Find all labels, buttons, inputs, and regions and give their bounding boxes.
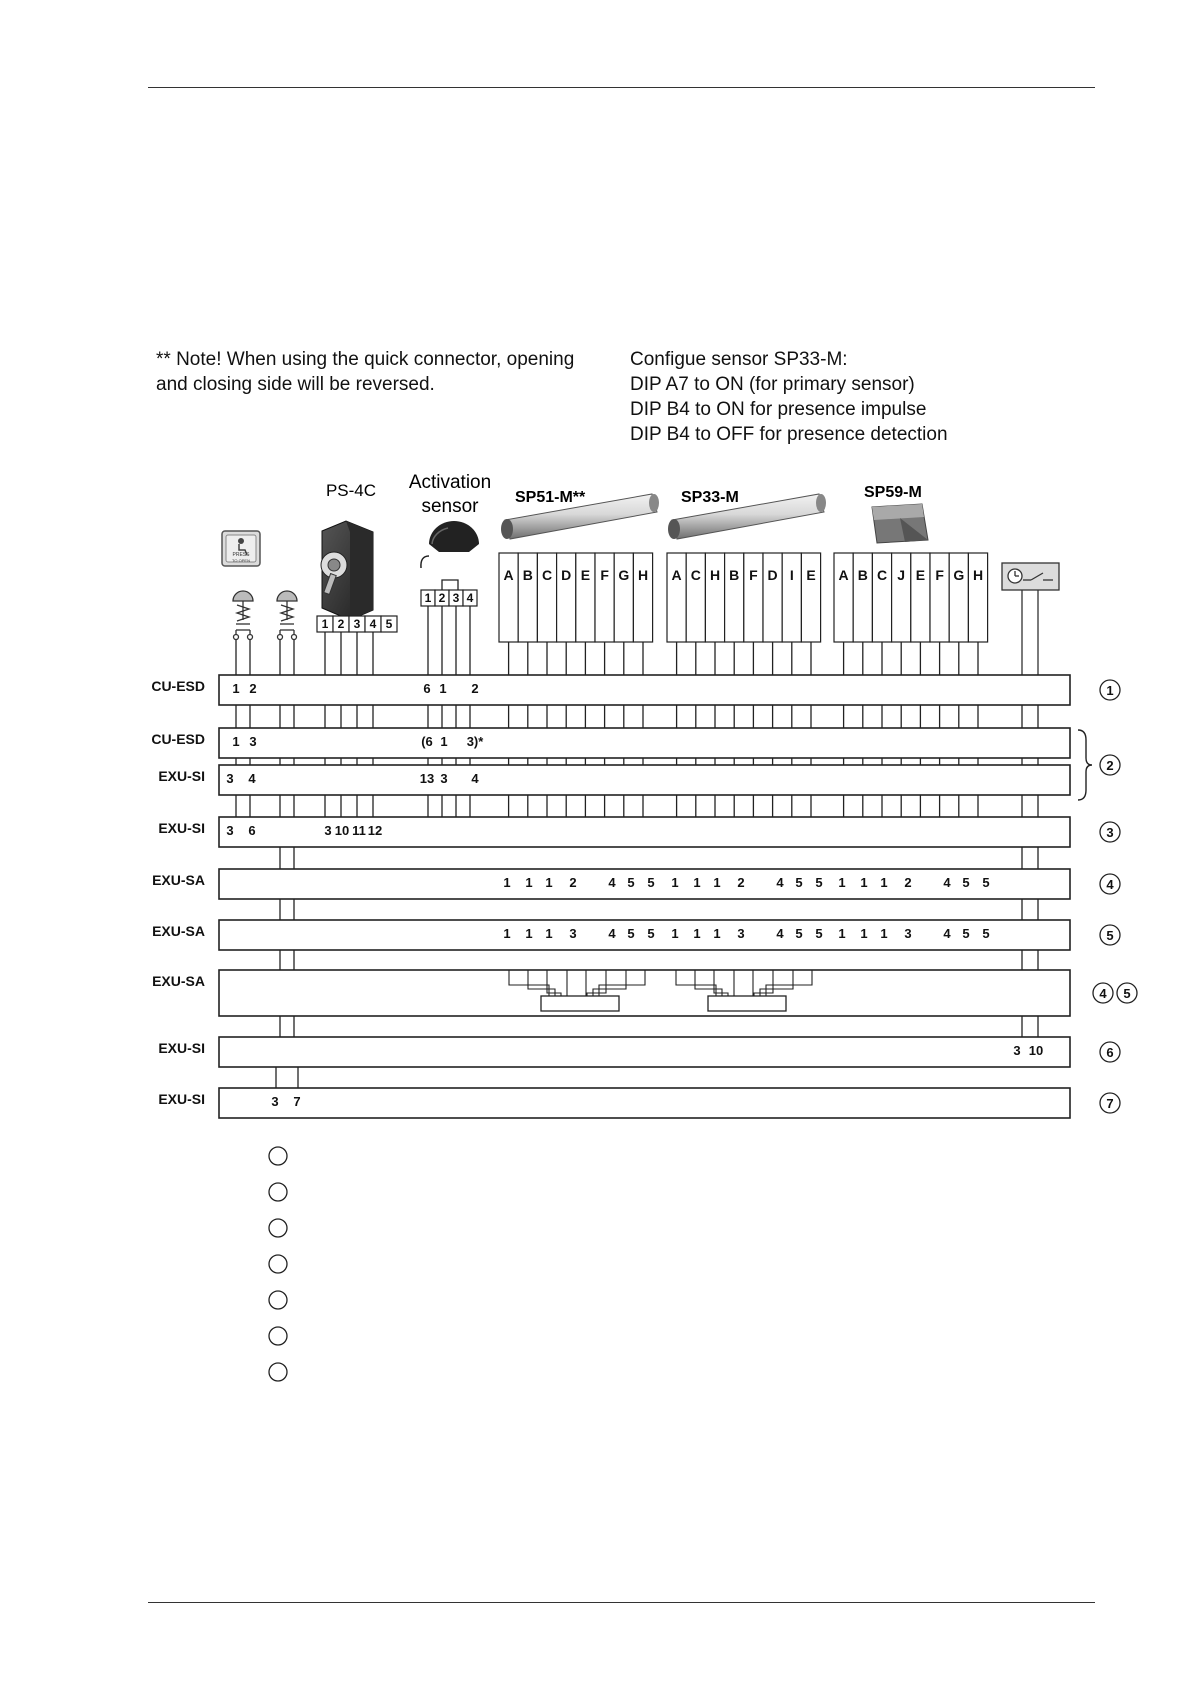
terminal-number: 1 (838, 926, 846, 941)
sp59-terminal-label: C (876, 567, 888, 583)
terminal-number: 11 (352, 823, 366, 838)
terminal-number: 1 (713, 926, 721, 941)
terminal-number: 3 (737, 926, 745, 941)
sp51-terminal-label: A (503, 567, 514, 583)
unit-label: CU-ESD (151, 678, 205, 694)
unit-label: EXU-SI (158, 768, 205, 784)
sp59-terminal-label: E (915, 567, 926, 583)
terminal-number: 1 (440, 734, 448, 749)
sp33-terminal-label: I (789, 567, 794, 583)
terminal-number: 3 (324, 823, 332, 838)
terminal-number: 4 (608, 875, 616, 890)
sp59-terminal-label: B (857, 567, 868, 583)
sp33-terminal-label: H (709, 567, 721, 583)
sp51-terminal-label: H (637, 567, 649, 583)
terminal-number: 13 (419, 771, 435, 786)
terminal-number: 2 (471, 681, 479, 696)
sp33-terminal-label: C (690, 567, 701, 583)
terminal-number: 4 (943, 875, 951, 890)
row-callout-number: 1 (1106, 683, 1114, 698)
note-line: ** Note! When using the quick connector, opening (156, 349, 575, 370)
unit-label: EXU-SA (152, 923, 205, 939)
legend-circle (269, 1183, 287, 1201)
terminal-number: 1 (545, 875, 553, 890)
terminal-number: 1 (880, 875, 888, 890)
quick-connector (708, 996, 786, 1011)
legend-circle (269, 1363, 287, 1381)
terminal-number: 2 (904, 875, 912, 890)
unit-label: EXU-SI (158, 1040, 205, 1056)
unit-row (219, 1037, 1070, 1067)
terminal-number: 3 (249, 734, 257, 749)
sp33-title: SP33-M (681, 489, 739, 506)
terminal-number: 4 (608, 926, 616, 941)
terminal-number: 3 (569, 926, 577, 941)
terminal-number: 5 (627, 926, 635, 941)
sp59-sensor-device (872, 504, 928, 543)
activation-title: sensor (421, 496, 479, 517)
terminal-number: 6 (248, 823, 256, 838)
sp51-terminal-label: D (561, 567, 572, 583)
unit-label: EXU-SA (152, 973, 205, 989)
terminal-number: 4 (776, 875, 784, 890)
terminal-number: 3 (226, 771, 234, 786)
terminal-number: 4 (471, 771, 479, 786)
activation-title: Activation (408, 472, 492, 493)
unit-label: EXU-SI (158, 1091, 205, 1107)
ps4c-title: PS-4C (325, 481, 377, 500)
legend-circle (269, 1219, 287, 1237)
sp59-title: SP59-M (864, 484, 922, 501)
legend-circle (269, 1291, 287, 1309)
quick-connector (541, 996, 619, 1011)
sp33-terminal-label: B (729, 567, 740, 583)
terminal-number: 5 (647, 875, 655, 890)
unit-label: CU-ESD (151, 731, 205, 747)
unit-row (219, 1088, 1070, 1118)
sp51-terminal-label: B (522, 567, 533, 583)
pushbutton-switch-symbol (277, 591, 297, 640)
terminal-number: 10 (1028, 1043, 1044, 1058)
terminal-number: 5 (647, 926, 655, 941)
ps4c-terminal-label: 1 (321, 617, 329, 631)
ps4c-terminal-label: 4 (369, 617, 377, 631)
push-button-text: TO OPEN (232, 558, 250, 563)
terminal-number: 5 (815, 926, 823, 941)
row-callout-number: 5 (1123, 986, 1131, 1001)
row-callout-number: 4 (1099, 986, 1107, 1001)
activation-sensor-device (421, 521, 479, 568)
unit-row (219, 765, 1070, 795)
terminal-number: 1 (439, 681, 447, 696)
terminal-number: 5 (627, 875, 635, 890)
terminal-number: 5 (982, 926, 990, 941)
sp33-terminal-label: E (806, 567, 816, 583)
terminal-number: 5 (795, 875, 803, 890)
terminal-number: 4 (776, 926, 784, 941)
terminal-number: 7 (293, 1094, 301, 1109)
terminal-number: 1 (860, 875, 868, 890)
terminal-number: 1 (503, 875, 511, 890)
row-callout-number: 7 (1106, 1096, 1114, 1111)
sp51-terminal-label: G (618, 567, 630, 583)
row-callout-number: 3 (1106, 825, 1114, 840)
terminal-number: 1 (525, 926, 533, 941)
sp59-terminal-label: G (953, 567, 965, 583)
sp51-title: SP51-M** (515, 489, 586, 506)
terminal-number: 3 (226, 823, 234, 838)
terminal-number: 1 (545, 926, 553, 941)
unit-label: EXU-SI (158, 820, 205, 836)
sp33-terminal-label: D (767, 567, 778, 583)
terminal-number: 5 (982, 875, 990, 890)
terminal-number: 2 (737, 875, 745, 890)
terminal-number: 5 (815, 875, 823, 890)
terminal-number: 1 (713, 875, 721, 890)
terminal-number: 1 (693, 875, 701, 890)
pushbutton-switch-symbol (233, 591, 253, 640)
sp51-terminal-label: F (600, 567, 609, 583)
unit-row (219, 728, 1070, 758)
terminal-number: 3 (1013, 1043, 1021, 1058)
terminal-number: 1 (693, 926, 701, 941)
terminal-number: 5 (795, 926, 803, 941)
legend-circle (269, 1327, 287, 1345)
terminal-number: 2 (569, 875, 577, 890)
activation-terminal-label: 4 (466, 591, 474, 605)
push-button-text: PRESS (232, 552, 250, 558)
terminal-number: 4 (943, 926, 951, 941)
note-line: DIP A7 to ON (for primary sensor) (630, 374, 915, 395)
row-callout-number: 6 (1106, 1045, 1114, 1060)
terminal-number: 1 (525, 875, 533, 890)
row-callout-number: 2 (1106, 758, 1114, 773)
unit-row (219, 675, 1070, 705)
activation-terminal-label: 1 (424, 591, 432, 605)
sp51-terminal-label: E (580, 567, 591, 583)
activation-terminal-label: 2 (438, 591, 446, 605)
terminal-number: 1 (860, 926, 868, 941)
sp59-terminal-label: J (897, 567, 906, 583)
terminal-number: 5 (962, 926, 970, 941)
terminal-number: 1 (232, 734, 240, 749)
terminal-number: 5 (962, 875, 970, 890)
legend-circle (269, 1255, 287, 1273)
note-line: DIP B4 to ON for presence impulse (630, 399, 927, 420)
terminal-number: 4 (248, 771, 256, 786)
sp59-terminal-label: H (972, 567, 984, 583)
unit-label: EXU-SA (152, 872, 205, 888)
row-callout-number: 4 (1106, 877, 1114, 892)
terminal-number: 2 (249, 681, 257, 696)
note-line: Configue sensor SP33-M: (630, 349, 848, 370)
ps4c-key-switch (321, 521, 373, 620)
terminal-number: 3 (271, 1094, 279, 1109)
activation-bridge (442, 580, 458, 590)
terminal-number: 3)* (466, 734, 484, 749)
note-line: and closing side will be reversed. (156, 374, 435, 395)
terminal-number: 1 (838, 875, 846, 890)
sp33-terminal-label: A (671, 567, 682, 583)
terminal-number: 6 (423, 681, 431, 696)
terminal-number: 1 (671, 926, 679, 941)
note-line: DIP B4 to OFF for presence detection (630, 424, 948, 445)
terminal-number: 3 (904, 926, 912, 941)
terminal-number: 10 (334, 823, 350, 838)
sp33-terminal-label: F (749, 567, 758, 583)
legend-circle (269, 1147, 287, 1165)
terminal-number: 1 (503, 926, 511, 941)
terminal-number: (6 (421, 734, 433, 749)
terminal-number: 3 (440, 771, 448, 786)
unit-row (219, 869, 1070, 899)
grouping-brace (1078, 730, 1092, 800)
activation-terminal-label: 3 (452, 591, 460, 605)
terminal-number: 12 (367, 823, 383, 838)
ps4c-terminal-label: 3 (353, 617, 361, 631)
terminal-number: 1 (880, 926, 888, 941)
sp51-terminal-label: C (541, 567, 553, 583)
sp59-terminal-label: F (935, 567, 944, 583)
sp59-terminal-label: A (838, 567, 849, 583)
timer-switch (1002, 563, 1059, 675)
row-callout-number: 5 (1106, 928, 1114, 943)
unit-row (219, 920, 1070, 950)
terminal-number: 1 (232, 681, 240, 696)
push-button-device (222, 531, 260, 566)
ps4c-terminal-label: 2 (337, 617, 345, 631)
terminal-number: 1 (671, 875, 679, 890)
ps4c-terminal-label: 5 (385, 617, 393, 631)
